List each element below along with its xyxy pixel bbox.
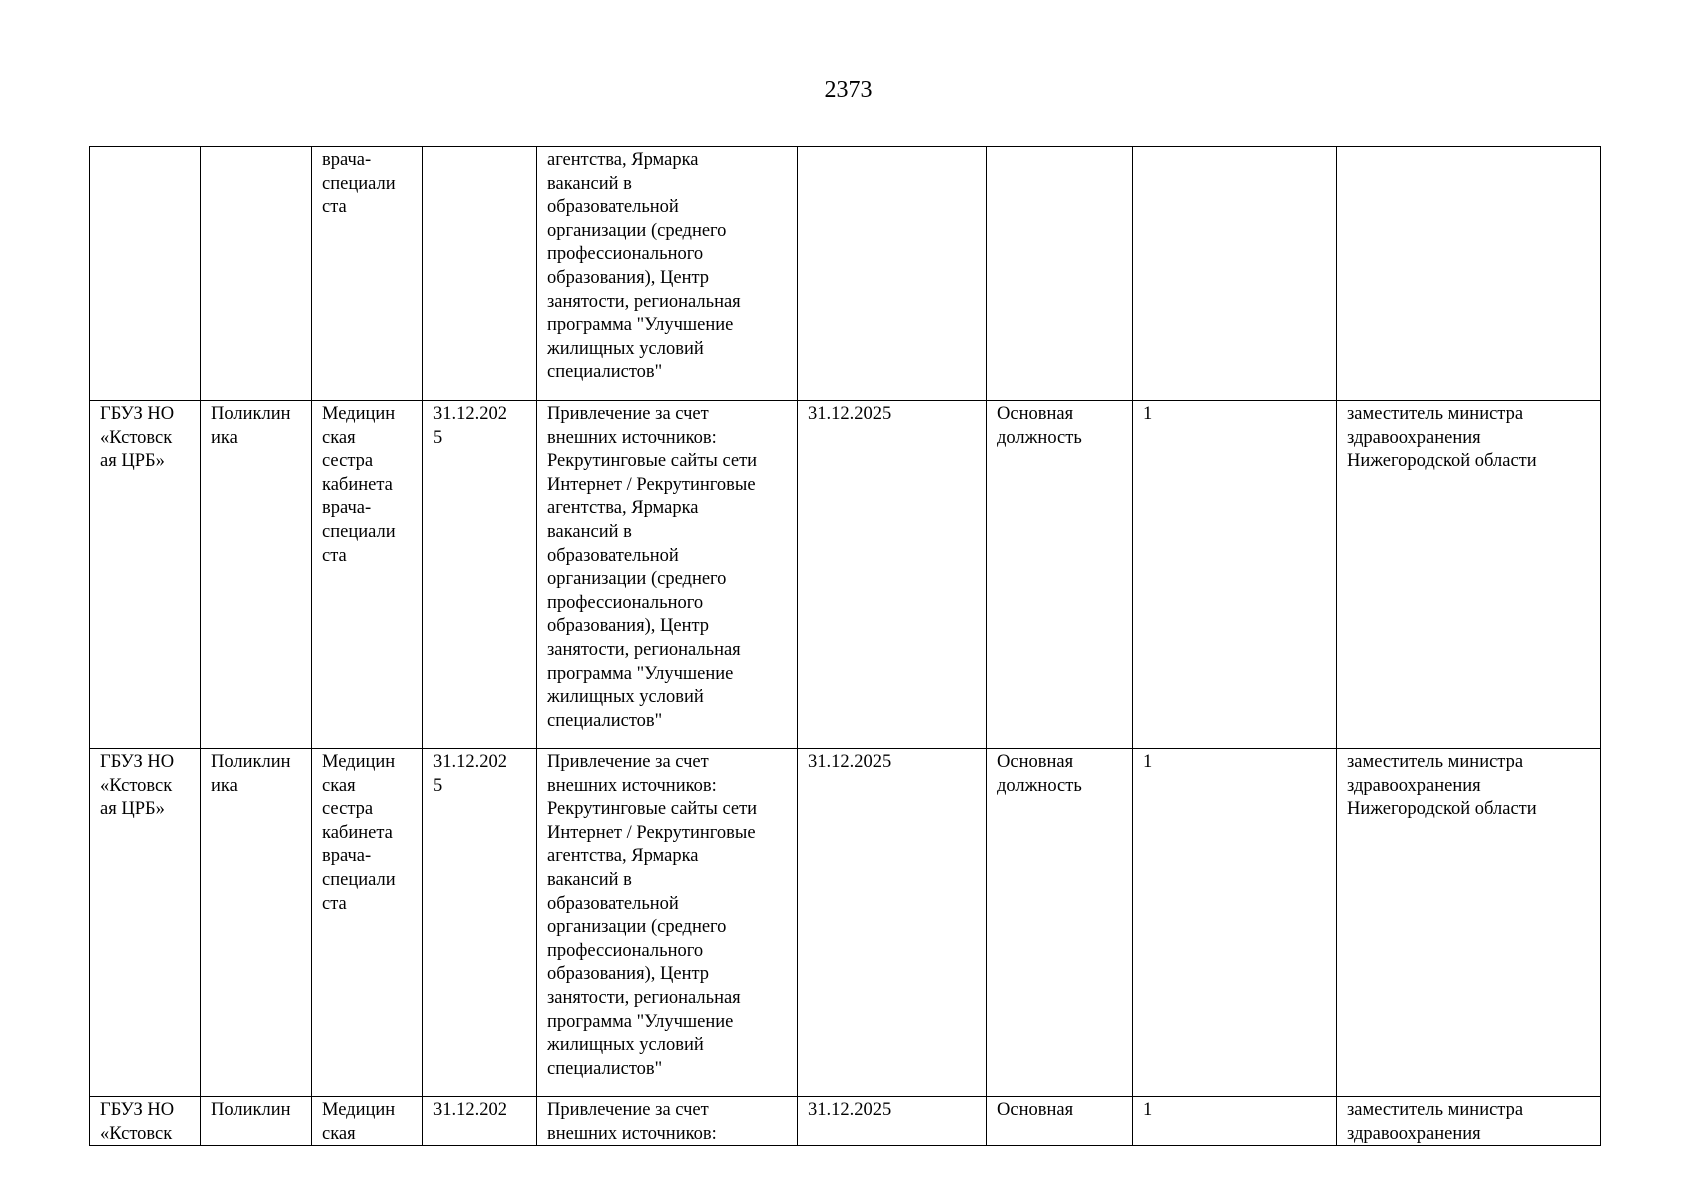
- position-type-text: Основная: [997, 1100, 1074, 1120]
- org-cell: [90, 1097, 201, 1146]
- org-cell: ГБУЗ НО «Кстовск ая ЦРБ»: [90, 749, 201, 1097]
- responsible-cell: [1337, 147, 1601, 401]
- date-cell: 31.12.2025: [798, 401, 987, 749]
- date-cell: [798, 147, 987, 401]
- staffing-table: [89, 146, 1601, 1146]
- org-text: ГБУЗ НО «Кстовск: [100, 1100, 175, 1144]
- org-cell: ГБУЗ НО «Кстовск ая ЦРБ»: [90, 401, 201, 749]
- position-cell: врача- специали ста: [312, 147, 423, 401]
- method-cell: [537, 1097, 798, 1146]
- method-cell: Привлечение за счет внешних источников: Рекрутинговые сайты сети Интернет / Рекрутинговые агентства, Ярмарка вакансий в образовательной организации (среднего профессионального образования), Центр занятости, региональная программа "Улучшение жилищных условий специалистов": [537, 749, 798, 1097]
- deadline-text: 31.12.202: [433, 1100, 507, 1120]
- count-cell: [1133, 1097, 1337, 1146]
- deadline-cell: 31.12.202 5: [423, 749, 537, 1097]
- position-cell: Медицин ская сестра кабинета врача- специали ста: [312, 401, 423, 749]
- position-type-cell: [987, 1097, 1133, 1146]
- page-number: 2373: [824, 77, 873, 103]
- method-text: Привлечение за счет внешних источников:: [547, 1100, 717, 1144]
- position-type-cell: Основная должность: [987, 749, 1133, 1097]
- deadline-cell: [423, 147, 537, 401]
- table-row: [90, 401, 1601, 749]
- position-type-cell: Основная должность: [987, 401, 1133, 749]
- responsible-cell: [1337, 1097, 1601, 1146]
- unit-cell: [201, 1097, 312, 1146]
- date-text: 31.12.2025: [808, 1100, 892, 1120]
- position-cell: Медицин ская сестра кабинета врача- специали ста: [312, 749, 423, 1097]
- deadline-cell: [423, 1097, 537, 1146]
- count-cell: 1: [1133, 401, 1337, 749]
- table-row: [90, 147, 1601, 401]
- responsible-cell: заместитель министра здравоохранения Нижегородской области: [1337, 401, 1601, 749]
- date-cell: 31.12.2025: [798, 749, 987, 1097]
- date-cell: [798, 1097, 987, 1146]
- deadline-cell: 31.12.202 5: [423, 401, 537, 749]
- position-type-cell: [987, 147, 1133, 401]
- method-cell: агентства, Ярмарка вакансий в образовательной организации (среднего профессионального образования), Центр занятости, региональная программа "Улучшение жилищных условий специалистов": [537, 147, 798, 401]
- position-text: Медицин ская: [322, 1100, 396, 1144]
- org-cell: [90, 147, 201, 401]
- count-cell: 1: [1133, 749, 1337, 1097]
- responsible-text: заместитель министра здравоохранения: [1347, 1100, 1524, 1144]
- unit-cell: [201, 147, 312, 401]
- unit-text: Поликлин: [211, 1100, 291, 1120]
- count-text: 1: [1143, 1100, 1153, 1120]
- unit-cell: Поликлин ика: [201, 749, 312, 1097]
- method-cell: Привлечение за счет внешних источников: Рекрутинговые сайты сети Интернет / Рекрутинговые агентства, Ярмарка вакансий в образовательной организации (среднего профессионального образования), Центр занятости, региональная программа "Улучшение жилищных условий специалистов": [537, 401, 798, 749]
- unit-cell: Поликлин ика: [201, 401, 312, 749]
- table-row: [90, 749, 1601, 1097]
- position-cell: [312, 1097, 423, 1146]
- table-row: [90, 1097, 1601, 1146]
- count-cell: [1133, 147, 1337, 401]
- responsible-cell: заместитель министра здравоохранения Нижегородской области: [1337, 749, 1601, 1097]
